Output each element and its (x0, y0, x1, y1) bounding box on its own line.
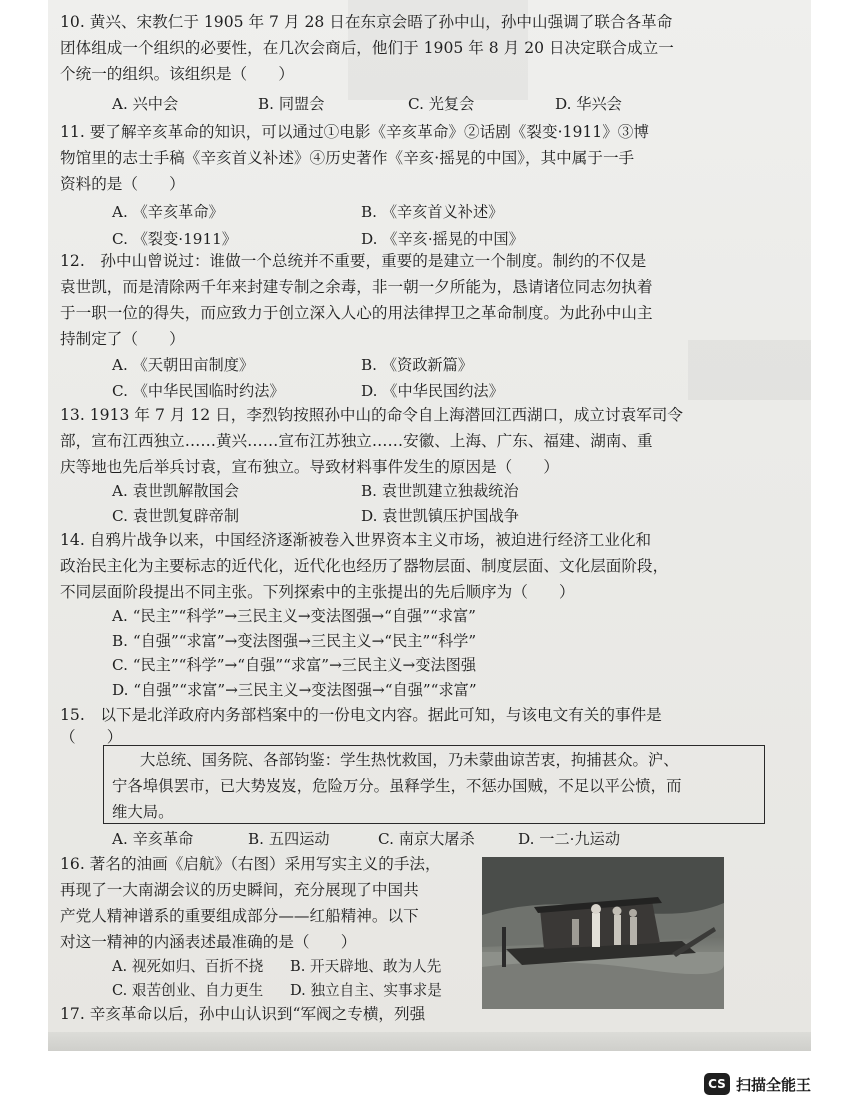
question-12-line-2: 袁世凯，而是清除两千年来封建专制之余毒，非一朝一夕所能为，恳请诸位同志勿执着 (60, 278, 653, 296)
camscanner-watermark (704, 1072, 811, 1096)
question-10-option-b[interactable]: B. 同盟会 (258, 95, 325, 113)
telegram-quote-line-2: 宁各埠俱罢市，已大势岌岌，危险万分。虽释学生，不惩办国贼，不足以平公愤，而 (112, 777, 682, 795)
question-10-line-1: 10. 黄兴、宋教仁于 1905 年 7 月 28 日在东京会晤了孙中山，孙中山强调了联合各革命 (60, 13, 673, 31)
question-11-line-1: 11. 要了解辛亥革命的知识，可以通过①电影《辛亥革命》②话剧《裂变·1911》③博 (60, 123, 649, 141)
question-16-line-1: 16. 著名的油画《启航》（右图）采用写实主义的手法， (60, 855, 441, 873)
question-13-option-b[interactable]: B. 袁世凯建立独裁统治 (361, 482, 519, 500)
question-10-option-a[interactable]: A. 兴中会 (112, 95, 179, 113)
question-14-option-b[interactable]: B. “自强”“求富”→变法图强→三民主义→“民主”“科学” (112, 632, 477, 650)
page-bottom-edge (48, 1032, 811, 1051)
question-16-line-4: 对这一精神的内涵表述最准确的是（ ） (60, 933, 357, 951)
question-10-option-c[interactable]: C. 光复会 (408, 95, 475, 113)
question-14-option-c[interactable]: C. “民主”“科学”→“自强”“求富”→三民主义→变法图强 (112, 656, 477, 674)
telegram-quote-line-3: 维大局。 (112, 803, 174, 821)
question-14-option-d[interactable]: D. “自强”“求富”→三民主义→变法图强→“自强”“求富” (112, 681, 477, 699)
question-12-line-3: 于一职一位的得失，而应致力于创立深入人心的用法律捍卫之革命制度。为此孙中山主 (60, 304, 653, 322)
question-16-option-b[interactable]: B. 开天辟地、敢为人先 (290, 958, 442, 975)
question-11-option-b[interactable]: B. 《辛亥首义补述》 (361, 203, 504, 221)
telegram-quote-line-1: 大总统、国务院、各部钧鉴：学生热忱救国，乃未蒙曲谅苦衷，拘捕甚众。沪、 (140, 751, 679, 769)
camscanner-logo-icon: CS (704, 1073, 730, 1095)
question-13-line-3: 庆等地也先后举兵讨袁，宣布独立。导致材料事件发生的原因是（ ） (60, 458, 560, 476)
question-14-line-2: 政治民主化为主要标志的近代化，近代化也经历了器物层面、制度层面、文化层面阶段， (60, 557, 669, 575)
question-10-line-2: 团体组成一个组织的必要性，在几次会商后，他们于 1905 年 8 月 20 日决定联合成立一 (60, 39, 674, 57)
question-11-line-3: 资料的是（ ） (60, 175, 185, 193)
question-12-line-1: 12. 孙中山曾说过：谁做一个总统并不重要，重要的是建立一个制度。制约的不仅是 (60, 252, 647, 270)
question-14-line-3: 不同层面阶段提出不同主张。下列探索中的主张提出的先后顺序为（ ） (60, 583, 575, 601)
oil-painting-image (482, 857, 724, 1009)
question-13-line-2: 部，宣布江西独立……黄兴……宣布江苏独立……安徽、上海、广东、福建、湖南、重 (60, 432, 653, 450)
question-11-option-d[interactable]: D. 《辛亥·摇晃的中国》 (361, 230, 524, 248)
question-14-option-a[interactable]: A. “民主”“科学”→三民主义→变法图强→“自强”“求富” (112, 607, 476, 625)
question-12-option-d[interactable]: D. 《中华民国约法》 (361, 382, 504, 400)
question-16-line-2: 再现了一大南湖会议的历史瞬间，充分展现了中国共 (60, 881, 419, 899)
question-16-line-3: 产党人精神谱系的重要组成部分——红船精神。以下 (60, 907, 419, 925)
question-15-option-b[interactable]: B. 五四运动 (248, 830, 330, 848)
question-13-option-a[interactable]: A. 袁世凯解散国会 (112, 482, 239, 500)
question-14-line-1: 14. 自鸦片战争以来，中国经济逐渐被卷入世界资本主义市场，被迫进行经济工业化和 (60, 531, 652, 549)
question-10-option-d[interactable]: D. 华兴会 (555, 95, 622, 113)
red-boat-painting-icon (482, 857, 724, 1009)
question-15-line-2: （ ） (60, 728, 123, 746)
question-16-option-a[interactable]: A. 视死如归、百折不挠 (112, 958, 264, 975)
question-15-option-a[interactable]: A. 辛亥革命 (112, 830, 194, 848)
question-10-line-3: 个统一的组织。该组织是（ ） (60, 65, 294, 83)
question-16-option-d[interactable]: D. 独立自主、实事求是 (290, 982, 442, 999)
question-12-option-b[interactable]: B. 《资政新篇》 (361, 356, 473, 374)
question-15-line-1: 15. 以下是北洋政府内务部档案中的一份电文内容。据此可知，与该电文有关的事件是 (60, 706, 662, 724)
question-13-option-c[interactable]: C. 袁世凯复辟帝制 (112, 507, 240, 525)
question-12-line-4: 持制定了（ ） (60, 330, 185, 348)
question-15-option-d[interactable]: D. 一二·九运动 (518, 830, 621, 848)
question-17-line-1: 17. 辛亥革命以后，孙中山认识到“军阀之专横，列强 (60, 1005, 426, 1023)
question-11-option-c[interactable]: C. 《裂变·1911》 (112, 230, 237, 248)
question-12-option-a[interactable]: A. 《天朝田亩制度》 (112, 356, 255, 374)
question-13-option-d[interactable]: D. 袁世凯镇压护国战争 (361, 507, 519, 525)
question-13-line-1: 13. 1913 年 7 月 12 日，李烈钧按照孙中山的命令自上海潜回江西湖口，成立讨袁军司令 (60, 406, 683, 424)
camscanner-label: 扫描全能王 (736, 1075, 812, 1094)
question-11-line-2: 物馆里的志士手稿《辛亥首义补述》④历史著作《辛亥·摇晃的中国》，其中属于一手 (60, 149, 635, 167)
question-12-option-c[interactable]: C. 《中华民国临时约法》 (112, 382, 285, 400)
question-11-option-a[interactable]: A. 《辛亥革命》 (112, 203, 224, 221)
question-16-option-c[interactable]: C. 艰苦创业、自力更生 (112, 982, 264, 999)
question-15-option-c[interactable]: C. 南京大屠杀 (378, 830, 475, 848)
